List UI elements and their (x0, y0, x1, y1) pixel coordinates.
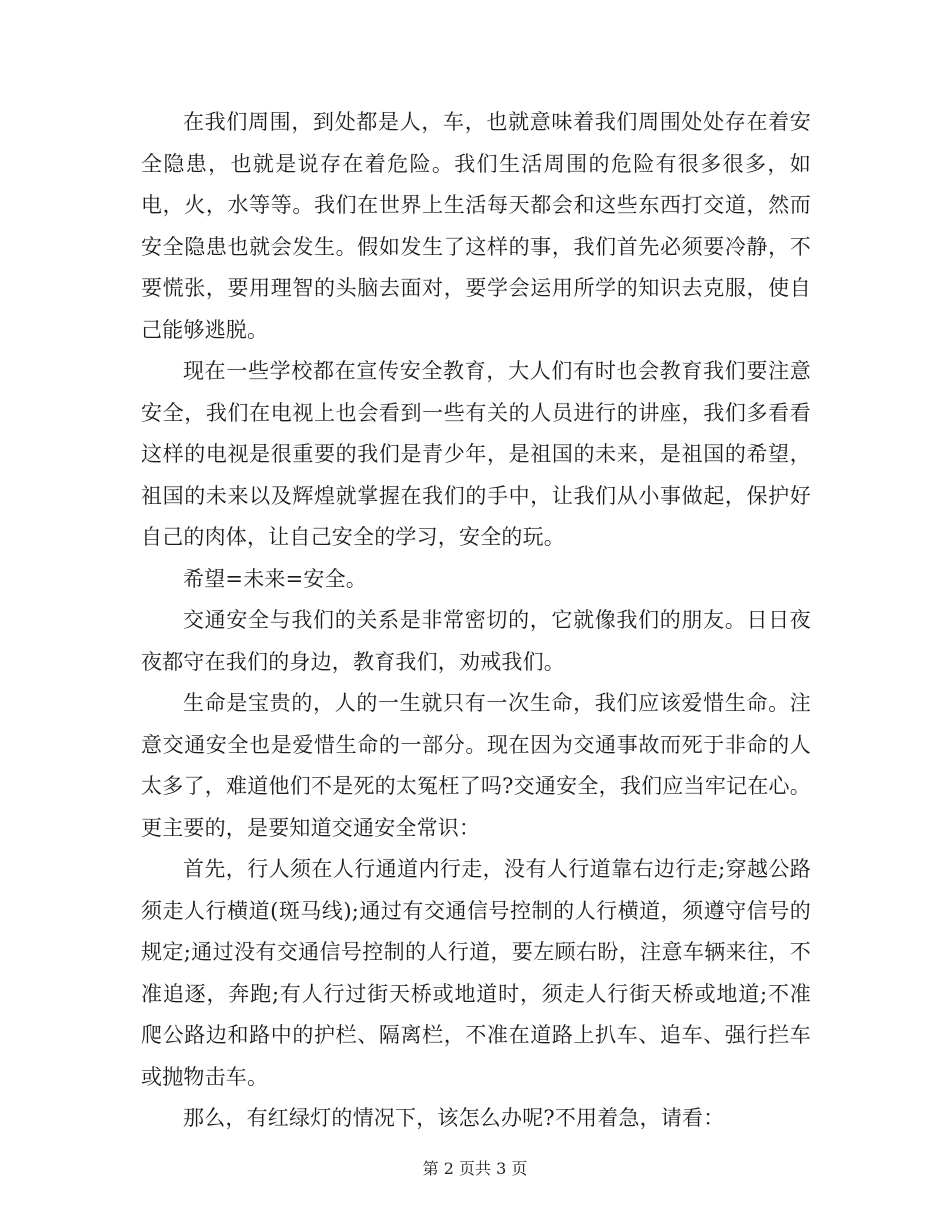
paragraph-3: 希望=未来=安全。 (183, 566, 367, 591)
paragraph-4: 交通安全与我们的关系是非常密切的，它就像我们的朋友。日日夜夜都守在我们的身边，教育我们，劝戒我们。 (141, 608, 811, 674)
paragraph-5: 生命是宝贵的，人的一生就只有一次生命，我们应该爱惜生命。注意交通安全也是爱惜生命的一部分。现在因为交通事故而死于非命的人太多了，难道他们不是死的太冤枉了吗?交通安全，我们应当牢记在心。更主要的，是要知道交通安全常识： (141, 691, 811, 840)
page-number-footer: 第 2 页共 3 页 (422, 1159, 528, 1178)
paragraph-2: 现在一些学校都在宣传安全教育，大人们有时也会教育我们要注意安全，我们在电视上也会看到一些有关的人员进行的讲座，我们多看看这样的电视是很重要的我们是青少年，是祖国的未来，是祖国的希望，祖国的未来以及辉煌就掌握在我们的手中，让我们从小事做起，保护好自己的肉体，让自己安全的学习，安全的玩。 (141, 359, 811, 549)
paragraph-1: 在我们周围，到处都是人，车，也就意味着我们周围处处存在着安全隐患，也就是说存在着危险。我们生活周围的危险有很多很多，如电，火，水等等。我们在世界上生活每天都会和这些东西打交道，然而安全隐患也就会发生。假如发生了这样的事，我们首先必须要冷静，不要慌张，要用理智的头脑去面对，要学会运用所学的知识去克服，使自己能够逃脱。 (141, 110, 811, 342)
document-body (141, 102, 811, 1140)
paragraph-6: 首先，行人须在人行通道内行走，没有人行道靠右边行走;穿越公路须走人行横道(斑马线);通过有交通信号控制的人行横道，须遵守信号的规定;通过没有交通信号控制的人行道，要左顾右盼，注意车辆来往，不准追逐，奔跑;有人行过街天桥或地道时，须走人行街天桥或地道;不准爬公路边和路中的护栏、隔离栏，不准在道路上扒车、追车、强行拦车或抛物击车。 (141, 857, 811, 1089)
paragraph-7: 那么，有红绿灯的情况下，该怎么办呢?不用着急，请看： (183, 1106, 725, 1130)
